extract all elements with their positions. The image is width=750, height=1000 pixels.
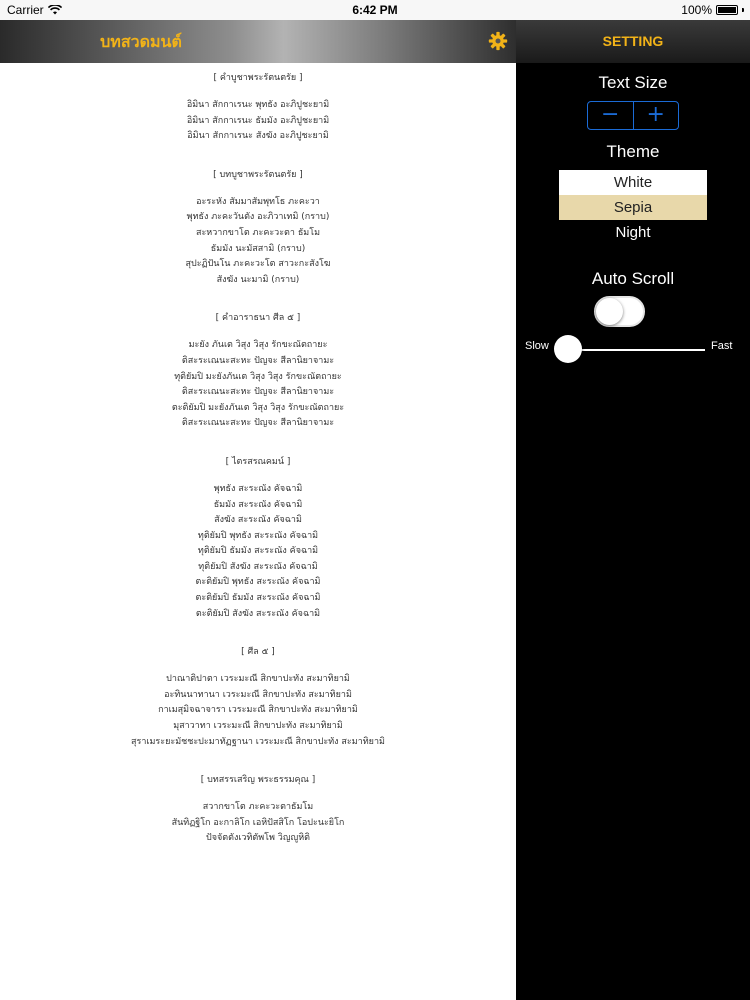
chant-line: ทุติยัมปิ มะยังภันเต วิสุง วิสุง รักขะณัตถายะ [174, 371, 342, 382]
chant-line: ติสะระเณนะสะหะ ปัญจะ สีลานิยาจามะ [181, 387, 335, 398]
chant-line: อิมินา สักกาเรนะ พุทธัง อะภิปูชะยามิ [186, 100, 330, 110]
gear-icon[interactable] [488, 31, 508, 51]
section-dhamma-praise [0, 773, 516, 847]
page-title: บทสวดมนต์ [100, 32, 182, 51]
section-title: [ บทสรรเสริญ พระธรรมคุณ ] [200, 775, 316, 786]
chant-line: อิมินา สักกาเรนะ ธัมมัง อะภิปูชะยามิ [186, 115, 330, 126]
status-bar [0, 0, 750, 20]
section-five-precepts [0, 645, 516, 750]
chant-line: ทุติยัมปิ พุทธัง สะระณัง คัจฉามิ [197, 530, 319, 541]
slow-label: Slow [525, 340, 549, 352]
chant-line: ตะติยัมปิ มะยังภันเต วิสุง วิสุง รักขะณัตถายะ [171, 402, 345, 413]
chant-line: กาเมสุมิจฉาจารา เวระมะณี สิกขาปะทัง สะมาทิยามิ [158, 705, 358, 716]
chant-line: สันทิฏฐิโก อะกาลิโก เอหิปัสสิโก โอปะนะยิโก [171, 817, 345, 828]
chant-line: ทุติยัมปิ ธัมมัง สะระณัง คัจฉามิ [197, 546, 319, 557]
chant-content[interactable] [0, 63, 516, 1000]
text-size-stepper [587, 101, 679, 130]
text-size-label: Text Size [598, 73, 668, 92]
toggle-knob [596, 298, 623, 325]
scroll-speed-thumb[interactable] [554, 335, 582, 363]
section-title: [ ศีล ๕ ] [241, 647, 275, 658]
section-five-precepts-request [0, 311, 516, 432]
chant-line: สุปะฏิปันโน ภะคะวะโต สาวะกะสังโฆ [185, 259, 331, 270]
chant-line: มุสาวาทา เวระมะณี สิกขาปะทัง สะมาทิยามิ [173, 721, 343, 732]
chant-line: สะหวากขาโต ภะคะวะตา ธัมโม [195, 227, 321, 238]
section-three-refuges [0, 455, 516, 622]
chant-line: ธัมมัง สะระณัง คัจฉามิ [213, 499, 303, 510]
settings-header: SETTING [516, 20, 750, 63]
theme-option-night[interactable]: Night [559, 220, 707, 245]
chant-line: อะระหัง สัมมาสัมพุทโธ ภะคะวา [196, 196, 320, 207]
carrier-label: Carrier [7, 3, 44, 17]
fast-label: Fast [711, 340, 733, 352]
section-title: [ คำอาราธนา ศีล ๕ ] [215, 313, 301, 324]
chant-line: อะทินนาทานา เวระมะณี สิกขาปะทัง สะมาทิยามิ [164, 689, 352, 700]
section-triple-gem-worship [0, 168, 516, 289]
chant-line: ตะติยัมปิ พุทธัง สะระณัง คัจฉามิ [195, 577, 321, 588]
decrease-text-button[interactable]: − [601, 102, 620, 127]
section-homage-offering [0, 71, 516, 145]
battery-group [681, 3, 744, 17]
chant-line: มะยัง ภันเต วิสุง วิสุง รักขะณัตถายะ [188, 340, 328, 351]
chant-line: ติสะระเณนะสะหะ ปัญจะ สีลานิยาจามะ [181, 355, 335, 366]
chant-line: ธัมมัง นะมัสสามิ (กราบ) [210, 243, 306, 254]
chant-line: ตะติยัมปิ สังฆัง สะระณัง คัจฉามิ [195, 608, 321, 619]
theme-label: Theme [606, 142, 660, 161]
chant-line: ปัจจัตตังเวทิตัพโพ วิญญูหิติ [206, 833, 310, 844]
increase-text-button[interactable]: + [633, 102, 679, 129]
battery-percent: 100% [681, 3, 712, 17]
auto-scroll-label: Auto Scroll [591, 269, 675, 288]
chant-line: ทุติยัมปิ สังฆัง สะระณัง คัจฉามิ [198, 561, 318, 572]
theme-option-white[interactable]: White [559, 170, 707, 195]
auto-scroll-toggle[interactable] [594, 296, 645, 327]
section-title: [ บทบูชาพระรัตนตรัย ] [213, 169, 303, 180]
chant-line: สังฆัง นะมามิ (กราบ) [216, 274, 300, 285]
chant-line: พุทธัง ภะคะวันตัง อะภิวาเทมิ (กราบ) [186, 212, 330, 223]
clock: 6:42 PM [352, 3, 398, 17]
section-title: [ คำบูชาพระรัตนตรัย ] [213, 73, 303, 83]
battery-tip [742, 8, 744, 12]
battery-icon [716, 5, 738, 15]
section-title: [ ไตรสรณคมน์ ] [225, 456, 291, 467]
chant-line: ปาณาติปาตา เวระมะณี สิกขาปะทัง สะมาทิยามิ [166, 674, 350, 685]
theme-list [559, 170, 707, 245]
chant-line: พุทธัง สะระณัง คัจฉามิ [213, 483, 303, 494]
chant-line: สวากขาโต ภะคะวะตาธัมโม [202, 802, 314, 813]
scroll-speed-track[interactable] [569, 349, 705, 351]
chant-line: สังฆัง สะระณัง คัจฉามิ [214, 515, 302, 526]
chant-line: อิมินา สักกาเรนะ สังฆัง อะภิปูชะยามิ [187, 131, 329, 142]
chant-line: สุราเมระยะมัชชะปะมาทัฏฐานา เวระมะณี สิกขาปะทัง สะมาทิยามิ [131, 736, 385, 747]
settings-panel [516, 20, 750, 1000]
chant-line: ติสะระเณนะสะหะ ปัญจะ สีลานิยาจามะ [181, 418, 335, 429]
theme-option-sepia[interactable]: Sepia [559, 195, 707, 220]
content-navbar [0, 20, 516, 63]
chant-line: ตะติยัมปิ ธัมมัง สะระณัง คัจฉามิ [195, 593, 321, 604]
